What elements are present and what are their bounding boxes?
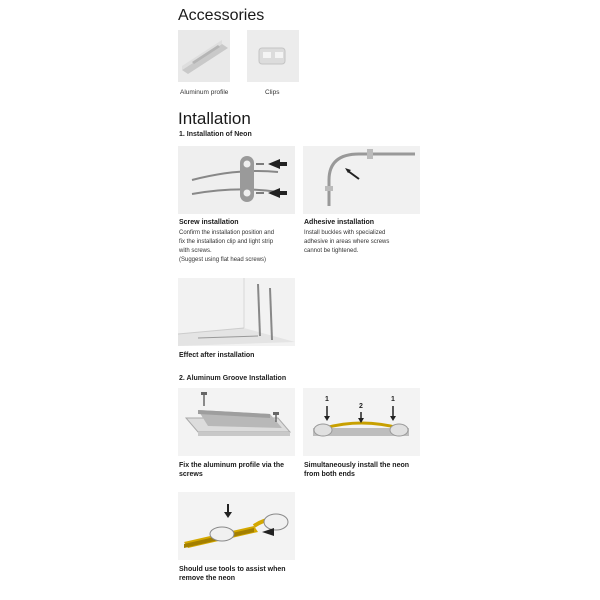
step-label: 1: [325, 396, 329, 403]
screw-installation-line: (Suggest using flat head screws): [179, 257, 267, 263]
fix-aluminum-profile-line: screws: [179, 471, 203, 478]
installation-heading: Intallation: [178, 109, 251, 128]
screw-installation-line: with screws.: [179, 248, 212, 254]
remove-neon-line: remove the neon: [179, 575, 236, 582]
clips-image: [247, 30, 299, 82]
adhesive-installation-line: Install buckles with specialized: [304, 230, 386, 236]
step-label: 2: [359, 403, 363, 410]
adhesive-installation-image: [303, 146, 420, 214]
effect-after-installation-image: [178, 278, 295, 346]
screw-installation-line: fix the installation clip and light strip: [179, 239, 274, 245]
accessories-heading: Accessories: [178, 7, 265, 24]
aluminum-profile-caption: Aluminum profile: [180, 89, 229, 96]
aluminum-profile-image: [178, 30, 230, 82]
adhesive-installation-line: cannot be tightened.: [304, 248, 359, 254]
screw-installation-line: Confirm the installation position and: [179, 230, 275, 236]
fix-aluminum-profile-image: [178, 388, 295, 456]
step-label: 1: [391, 396, 395, 403]
adhesive-installation-title: Adhesive installation: [304, 219, 375, 226]
effect-after-installation-title: Effect after installation: [179, 352, 255, 359]
fix-aluminum-profile-line: Fix the aluminum profile via the: [179, 462, 285, 469]
remove-neon-line: Should use tools to assist when: [179, 566, 286, 573]
screw-installation-title: Screw installation: [179, 219, 239, 226]
remove-neon-with-tools-image: [178, 492, 295, 560]
simultaneous-install-line: from both ends: [304, 471, 355, 478]
aluminum-groove-subheading: 2. Aluminum Groove Installation: [179, 375, 287, 382]
simultaneous-install-image: [303, 388, 420, 456]
adhesive-installation-line: adhesive in areas where screws: [304, 239, 390, 245]
screw-installation-image: [178, 146, 295, 214]
neon-installation-subheading: 1. Installation of Neon: [179, 131, 252, 138]
simultaneous-install-line: Simultaneously install the neon: [304, 462, 410, 469]
clips-caption: Clips: [265, 89, 280, 96]
